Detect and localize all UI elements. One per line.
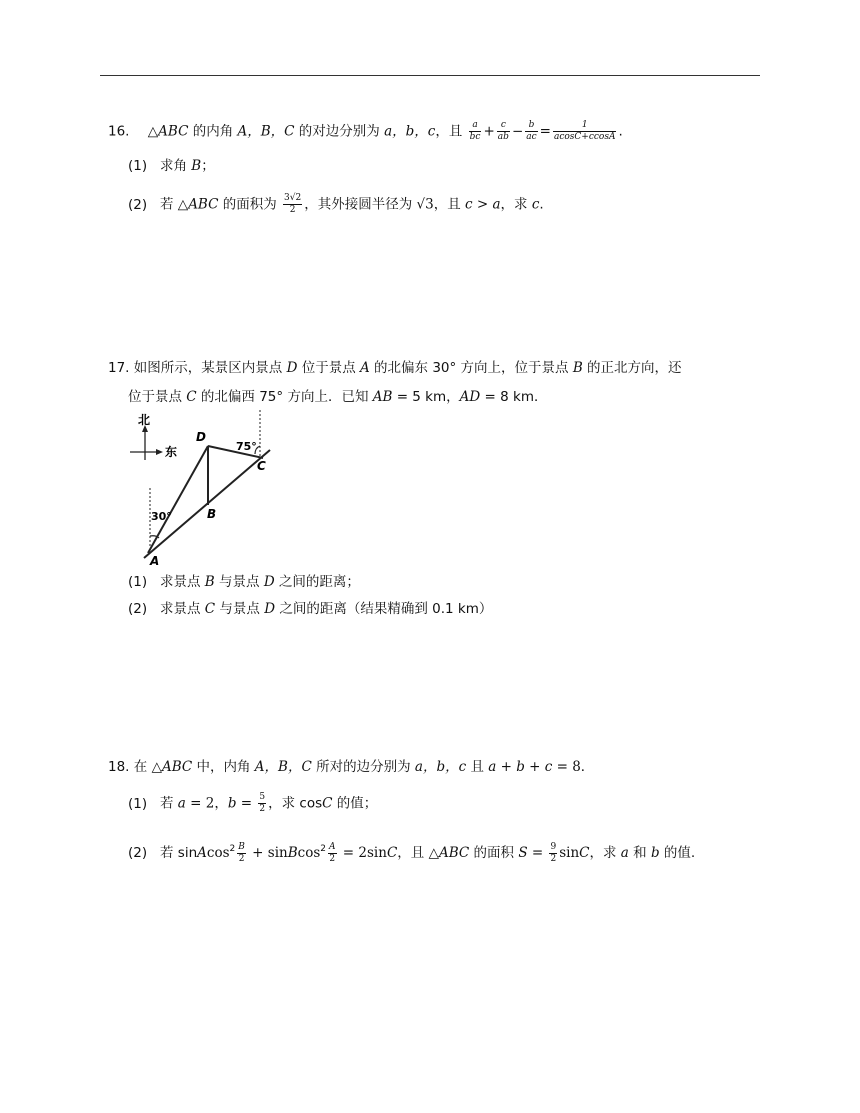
q18-stem: 18. 在 △ABC 中，内角 A，B，C 所对的边分别为 a，b，c 且 a + b + c = 8．	[108, 759, 595, 775]
triangle-diagram	[128, 408, 278, 568]
east-arrow-icon	[156, 449, 163, 455]
fraction: $\frac{3√2}{2}$	[284, 193, 302, 215]
fraction: $\frac{a}{bc}$	[469, 120, 481, 142]
q16-part1: (1) 求角 B；	[128, 158, 215, 174]
q16-number: 16.	[108, 123, 130, 140]
q18-part2: (2) 若 sinAcos$^2$ $\frac{B}{2}$ + sinBcos$^2$ $\frac{A}{2}$ = 2sinC，且 △ABC 的面积 S = $\frac{9}{2}$ sinC，求 a 和 b 的值.	[128, 841, 696, 864]
angle-label-A: 30°	[151, 510, 172, 523]
fraction: $\frac{9}{2}$	[550, 841, 557, 864]
q17-figure	[128, 408, 278, 572]
header-rule	[100, 75, 760, 76]
q17-stem-line1: 17. 如图所示，某景区内景点 D 位于景点 A 的北偏东 30° 方向上，位于景点 B 的正北方向，还	[108, 360, 682, 376]
fraction: $\frac{b}{ac}$	[526, 120, 537, 142]
label-A: A	[150, 554, 160, 568]
east-label: 东	[165, 445, 178, 459]
label-C: C	[257, 459, 266, 473]
q18-number: 18.	[108, 759, 130, 775]
label-D: D	[196, 430, 206, 444]
angle-label-C: 75°	[236, 440, 257, 453]
fraction: $\frac{A}{2}$	[329, 841, 336, 864]
q16-part2: (2) 若 △ABC 的面积为 $\frac{3√2}{2}$ ，其外接圆半径为 √3，且 c > a，求 c.	[128, 193, 544, 215]
q17-part2: (2) 求景点 C 与景点 D 之间的距离（结果精确到 0.1 km）	[128, 601, 493, 617]
fraction: $\frac{5}{2}$	[259, 792, 266, 814]
fraction: $\frac{B}{2}$	[238, 841, 245, 864]
q16-stem: 16. △ABC 的内角 A，B，C 的对边分别为 a，b，c，且 $\frac{a}{bc}$ + $\frac{c}{ab}$ − $\frac{b}{ac}$ = $\frac{1}{acosC+ccosA}$ .	[108, 120, 623, 142]
q18-part1: (1) 若 a = 2，b = $\frac{5}{2}$ ，求 cosC 的值；	[128, 792, 378, 814]
fraction: $\frac{c}{ab}$	[497, 120, 509, 142]
q17-stem-line2: 位于景点 C 的北偏西 75° 方向上．已知 AB = 5 km，AD = 8 km．	[128, 389, 548, 405]
label-B: B	[207, 507, 217, 521]
q17-number: 17.	[108, 360, 130, 376]
north-label: 北	[138, 413, 151, 427]
q17-part1: (1) 求景点 B 与景点 D 之间的距离；	[128, 574, 360, 590]
fraction: $\frac{1}{acosC+ccosA}$	[553, 120, 616, 142]
